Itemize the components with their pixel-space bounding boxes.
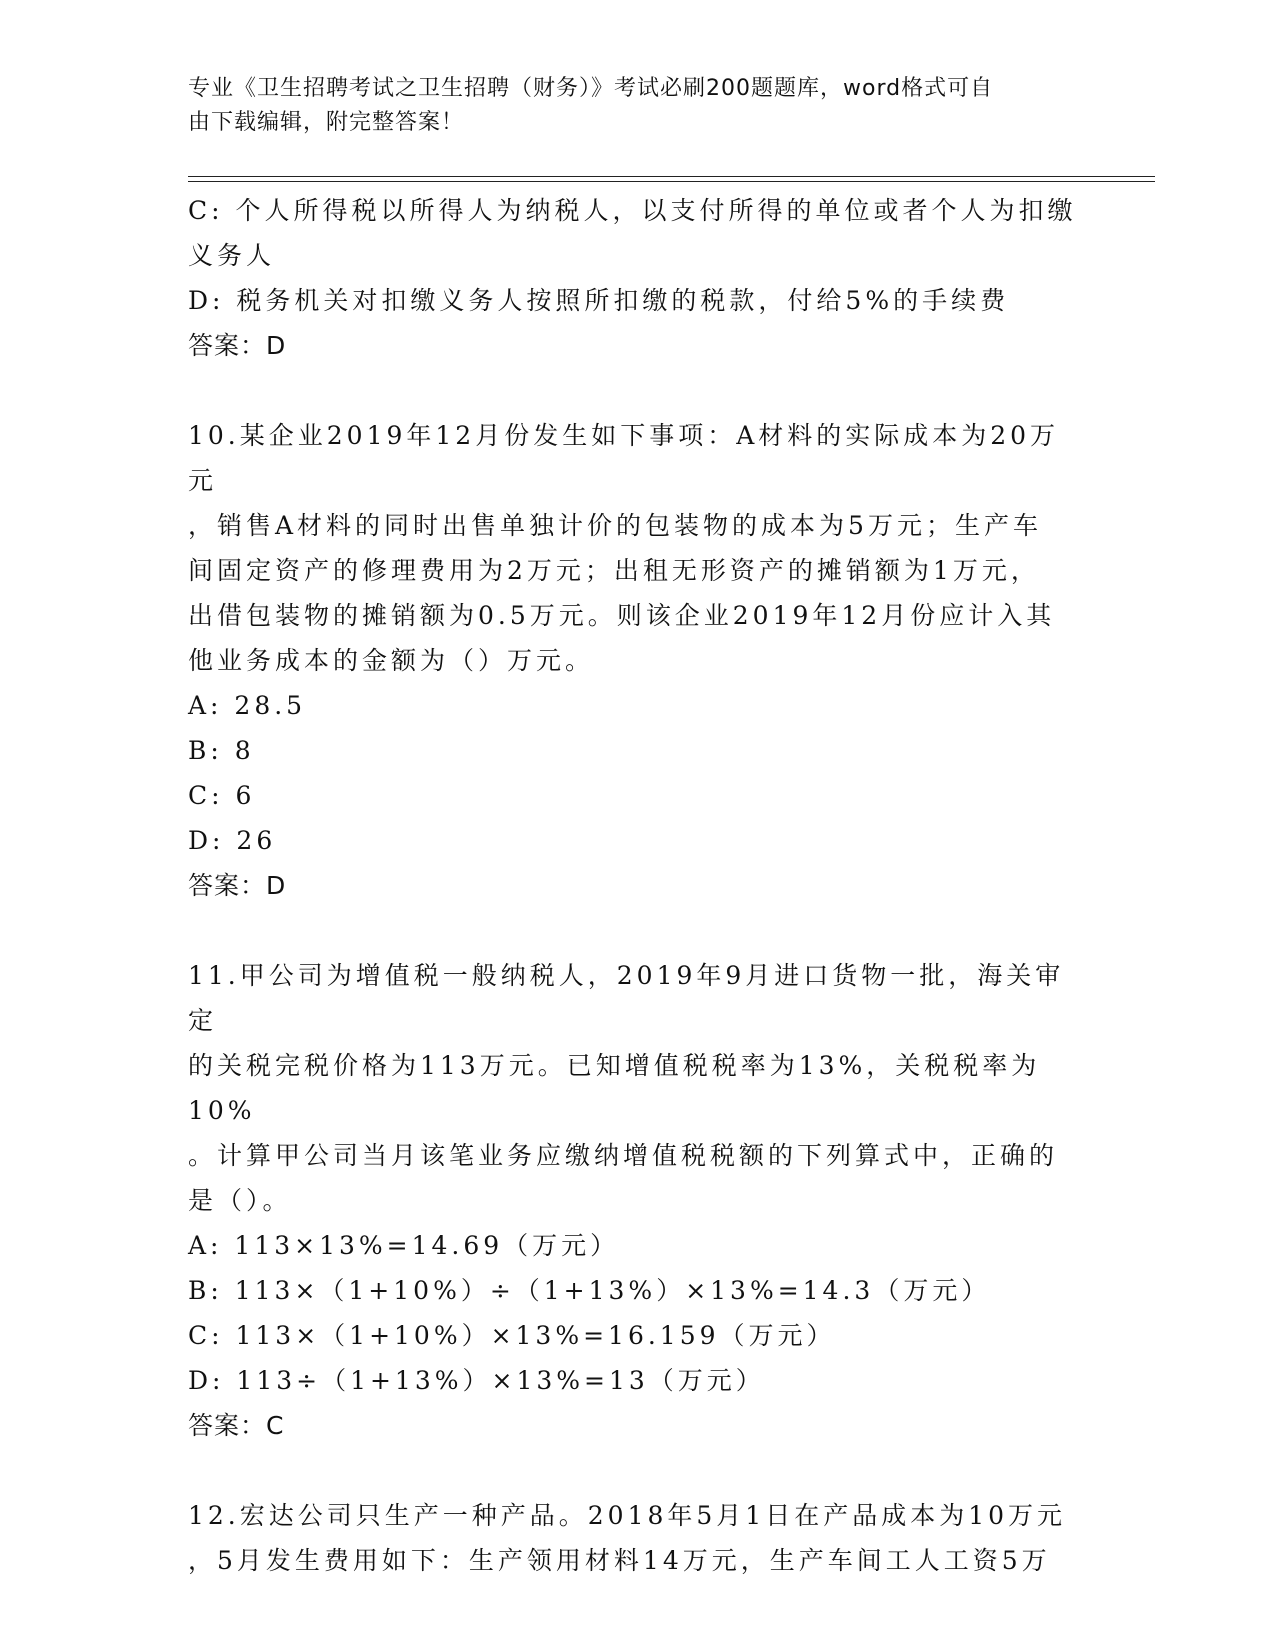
question-text-line: ，5月发生费用如下：生产领用材料14万元，生产车间工人工资5万 (188, 1546, 1051, 1575)
spacer (188, 1448, 1088, 1493)
header-divider (188, 176, 1155, 182)
answer-line: 答案：D (188, 331, 287, 360)
option-c-line-2: 义务人 (188, 241, 276, 270)
option-b: B: 8 (188, 736, 255, 765)
option-c: C: 6 (188, 781, 256, 810)
spacer (188, 908, 1088, 953)
question-11 (188, 953, 1088, 1448)
answer-line: 答案：C (188, 1411, 285, 1440)
question-12 (188, 1493, 1088, 1583)
spacer (188, 368, 1088, 413)
question-text-line: ，销售A材料的同时出售单独计价的包装物的成本为5万元；生产车 (188, 511, 1042, 540)
answer-line: 答案：D (188, 871, 287, 900)
option-a: A: 113×13%=14.69（万元） (188, 1231, 620, 1260)
question-text-line: 他业务成本的金额为（）万元。 (188, 646, 595, 675)
question-text-line: 是（）。 (188, 1186, 292, 1215)
question-text-line: 11.甲公司为增值税一般纳税人，2019年9月进口货物一批，海关审定 (188, 961, 1065, 1035)
document-body (188, 188, 1088, 1583)
document-header (188, 72, 1088, 140)
question-text-line: 。计算甲公司当月该笔业务应缴纳增值税税额的下列算式中，正确的 (188, 1141, 1059, 1170)
option-a: A: 28.5 (188, 691, 307, 720)
question-text-line: 10.某企业2019年12月份发生如下事项：A材料的实际成本为20万元 (188, 421, 1060, 495)
question-10 (188, 413, 1088, 908)
header-title-line-2: 由下载编辑，附完整答案！ (188, 110, 465, 135)
question-text-line: 出借包装物的摊销额为0.5万元。则该企业2019年12月份应计入其 (188, 601, 1056, 630)
question-text-line: 12.宏达公司只生产一种产品。2018年5月1日在产品成本为10万元 (188, 1501, 1067, 1530)
header-title-line-1: 专业《卫生招聘考试之卫生招聘（财务）》考试必刷200题题库，word格式可自 (188, 76, 994, 101)
option-b: B: 113×（1+10%）÷（1+13%）×13%=14.3（万元） (188, 1276, 991, 1305)
option-d: D: 26 (188, 826, 277, 855)
question-text-line: 间固定资产的修理费用为2万元；出租无形资产的摊销额为1万元， (188, 556, 1040, 585)
option-d: D: 113÷（1+13%）×13%=13（万元） (188, 1366, 765, 1395)
option-c-line-1: C: 个人所得税以所得人为纳税人，以支付所得的单位或者个人为扣缴 (188, 196, 1077, 225)
question-text-line: 的关税完税价格为113万元。已知增值税税率为13%，关税税率为10% (188, 1051, 1041, 1125)
question-9-tail (188, 188, 1088, 368)
option-c: C: 113×（1+10%）×13%=16.159（万元） (188, 1321, 836, 1350)
option-d: D: 税务机关对扣缴义务人按照所扣缴的税款，付给5%的手续费 (188, 286, 1010, 315)
